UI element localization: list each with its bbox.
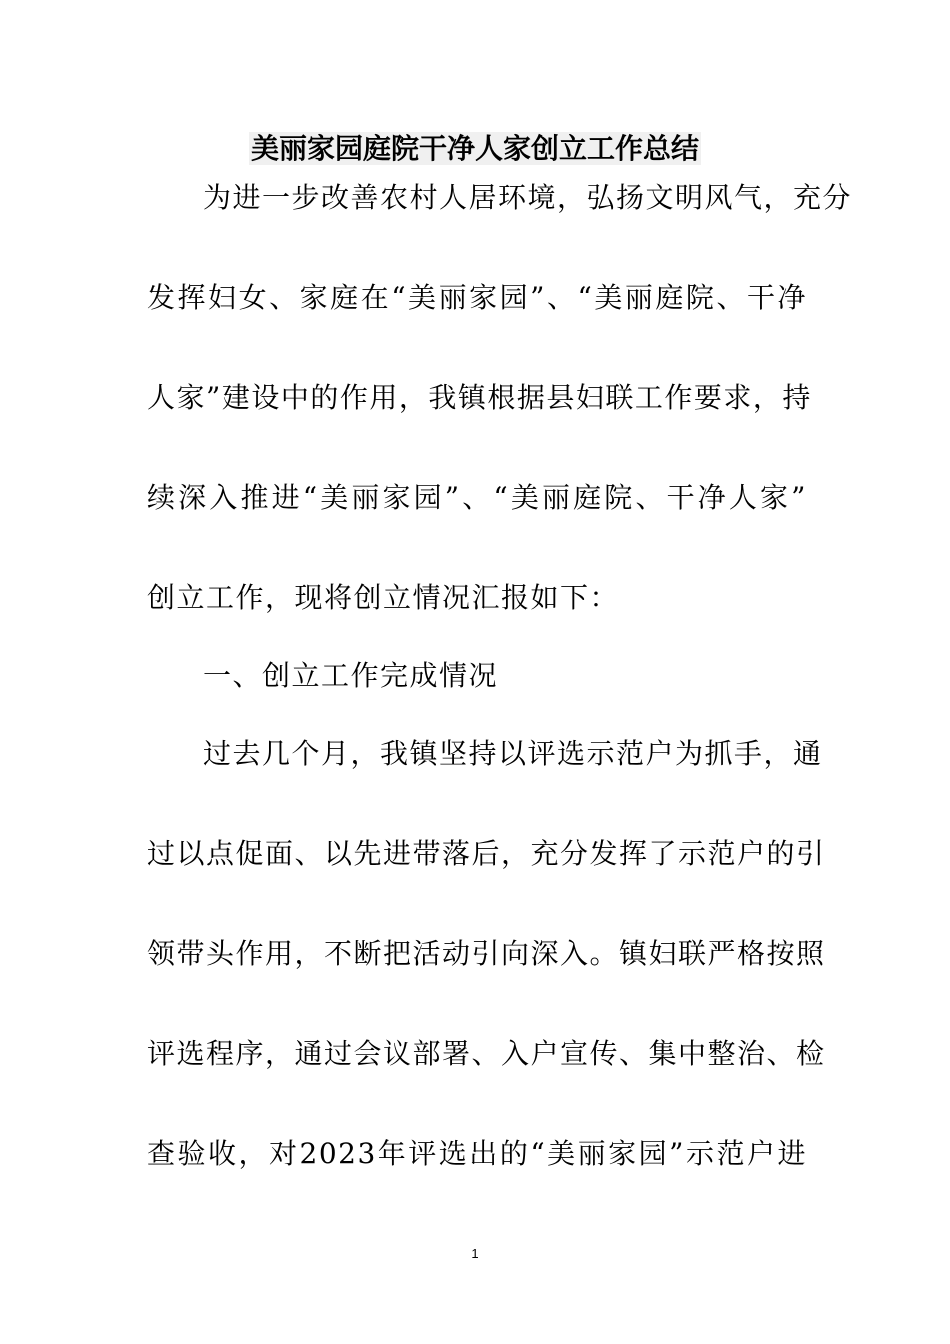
paragraph-line: 领带头作用，不断把活动引向深入。镇妇联严格按照 xyxy=(147,937,826,970)
section-heading: 一、创立工作完成情况 xyxy=(203,659,499,692)
paragraph-line: 为进一步改善农村人居环境，弘扬文明风气，充分 xyxy=(203,181,853,214)
document-title-text: 美丽家园庭院干净人家创立工作总结 xyxy=(250,132,699,165)
document-title xyxy=(0,129,950,169)
paragraph-line: 过去几个月，我镇坚持以评选示范户为抓手，通 xyxy=(203,737,823,770)
paragraph-line: 创立工作，现将创立情况汇报如下： xyxy=(147,581,620,614)
paragraph-line: 发挥妇女、家庭在“美丽家园”、“美丽庭院、干净 xyxy=(147,281,807,314)
paragraph-line: 过以点促面、以先进带落后，充分发挥了示范户的引 xyxy=(147,837,826,870)
paragraph-line: 续深入推进“美丽家园”、“美丽庭院、干净人家” xyxy=(147,481,807,514)
paragraph-line: 查验收，对2023年评选出的“美丽家园”示范户进 xyxy=(147,1137,807,1170)
page-number: 1 xyxy=(471,1246,479,1261)
paragraph-line: 评选程序，通过会议部署、入户宣传、集中整治、检 xyxy=(147,1037,826,1070)
paragraph-line: 人家”建设中的作用，我镇根据县妇联工作要求，持 xyxy=(147,381,812,414)
